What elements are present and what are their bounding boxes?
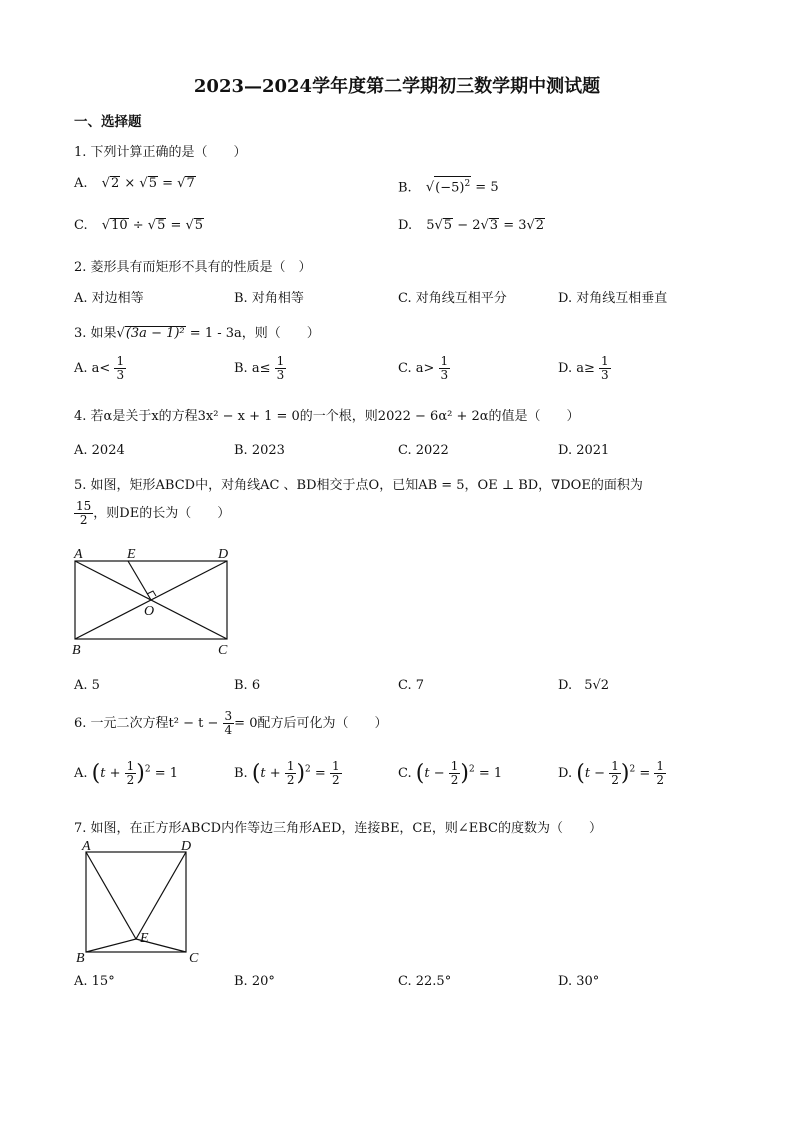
q3-c-fraction: $\frac{1}{3}$ <box>440 354 449 382</box>
q1-option-c <box>74 218 204 233</box>
label-o: O <box>144 604 155 619</box>
q7-option-d: D. 30° <box>558 974 600 989</box>
q6-stem-fraction: $\frac{3}{4}$ <box>224 709 233 737</box>
q3-option-d <box>558 355 611 382</box>
section-heading: 一、选择题 <box>74 114 142 130</box>
rectangle-abcd-figure <box>68 544 238 660</box>
q1-d-label: D. <box>398 218 413 233</box>
q6-d-rhs: = <box>639 766 651 781</box>
q2-option-a: A. 对边相等 <box>74 291 144 306</box>
q6-option-a: A. (t + $\frac{1}{2}$ )$^2$ = 1 <box>74 759 179 787</box>
q6-d-inner: t − <box>584 766 606 781</box>
q6-a-label: A. <box>74 766 88 781</box>
square-outline <box>86 852 186 952</box>
q1-option-a <box>74 176 196 191</box>
q3-c-label: C. a> <box>398 361 435 376</box>
q6-c-label: C. <box>398 766 412 781</box>
q6-prefix: 6. 一元二次方程t² − t − <box>74 716 219 731</box>
q1-b-expr: $√(-5)^2 = 5$ <box>426 180 499 195</box>
label-e: E <box>140 931 149 946</box>
q6-b-label: B. <box>234 766 248 781</box>
q4-option-d: D. 2021 <box>558 443 610 458</box>
q3-d-fraction: $\frac{1}{3}$ <box>601 354 609 382</box>
q6-b-rhs: = <box>314 766 326 781</box>
q5-option-a: A. 5 <box>74 678 100 693</box>
question-7-stem: 7. 如图，在正方形ABCD内作等边三角形AED，连接BE，CE，则∠EBC的度数为（ ） <box>74 821 602 836</box>
question-3-stem: 3. 如果√(3a − 1)² = 1 - 3a，则（ ） <box>74 326 320 341</box>
q3-option-c <box>398 355 450 382</box>
q2-option-d: D. 对角线互相垂直 <box>558 291 668 306</box>
label-d: D <box>181 840 192 854</box>
q3-a-label: A. a< <box>74 361 111 376</box>
q5-stem2: ，则DE的长为（ ） <box>93 506 231 521</box>
q1-d-expr: 5√5 − 2√3 = 3√2 <box>426 218 545 233</box>
q6-option-b: B. (t + $\frac{1}{2}$ )$^2$ = $\frac{1}{2}$ <box>234 759 340 787</box>
page-title: 2023—2024学年度第二学期初三数学期中测试题 <box>193 76 601 97</box>
q1-b-label: B. <box>398 180 412 196</box>
q3-d-label: D. a≥ <box>558 361 595 376</box>
q1-option-b <box>398 176 499 195</box>
label-c: C <box>189 951 199 966</box>
q1-a-expr: √2 × √5 = √7 <box>101 176 195 191</box>
segment-de <box>136 852 186 939</box>
q4-option-a: A. 2024 <box>74 443 125 458</box>
q3-radicand: (3a − 1)² <box>125 326 185 341</box>
q3-b-label: B. a≤ <box>234 361 271 376</box>
q5-area-fraction: $\frac{15}{2}$ <box>76 499 92 527</box>
label-d: D <box>218 547 229 562</box>
q1-option-d <box>398 218 545 233</box>
q1-c-label: C. <box>74 218 88 233</box>
question-6-stem <box>74 710 387 737</box>
q3-a-fraction: $\frac{1}{3}$ <box>116 354 125 382</box>
question-1-stem: 1. 下列计算正确的是（ ） <box>74 145 247 160</box>
q6-a-inner: t + <box>100 766 121 781</box>
q5-d-label: D. <box>558 678 573 693</box>
q6-suffix: = 0配方后可化为（ ） <box>234 716 388 731</box>
q5-option-d <box>558 678 609 693</box>
q7-option-b: B. 20° <box>234 974 275 989</box>
q6-option-c: C. (t − $\frac{1}{2}$ )$^2$ = 1 <box>398 759 503 787</box>
q3-option-b <box>234 355 286 382</box>
q5-option-b: B. 6 <box>234 678 261 693</box>
label-c: C <box>218 643 228 658</box>
q6-a-rhs: = 1 <box>154 766 179 781</box>
q3-b-fraction: $\frac{1}{3}$ <box>276 354 285 382</box>
question-4-stem: 4. 若α是关于x的方程3x² − x + 1 = 0的一个根，则2022 − 6α² + 2α的值是（ ） <box>74 409 580 424</box>
q1-c-expr: √10 ÷ √5 = √5 <box>101 218 204 233</box>
q4-option-c: C. 2022 <box>398 443 449 458</box>
q1-a-label: A. <box>74 176 88 191</box>
question-2-stem: 2. 菱形具有而矩形不具有的性质是（ ） <box>74 260 312 275</box>
label-e: E <box>127 547 136 562</box>
q4-option-b: B. 2023 <box>234 443 285 458</box>
q5-d-value: 5√2 <box>584 678 610 693</box>
segment-ae <box>86 852 136 939</box>
question-5-stem-line2 <box>74 500 230 527</box>
q2-option-b: B. 对角相等 <box>234 291 304 306</box>
label-a: A <box>82 840 91 854</box>
label-b: B <box>76 951 85 966</box>
q6-c-inner: t − <box>424 766 445 781</box>
label-a: A <box>74 547 83 562</box>
q7-option-a: A. 15° <box>74 974 115 989</box>
label-b: B <box>72 643 81 658</box>
q5-option-c: C. 7 <box>398 678 425 693</box>
segment-be <box>86 939 136 952</box>
question-5-stem: 5. 如图，矩形ABCD中，对角线AC 、BD相交于点O，已知AB = 5，OE ⊥ BD，∇DOE的面积为 <box>74 478 643 493</box>
square-abcd-figure <box>76 840 206 968</box>
q3-option-a <box>74 355 126 382</box>
q3-suffix: = 1 - 3a，则（ ） <box>189 326 320 341</box>
q2-option-c: C. 对角线互相平分 <box>398 291 507 306</box>
q6-c-rhs: = 1 <box>478 766 503 781</box>
q6-d-label: D. <box>558 766 573 781</box>
q6-b-inner: t + <box>260 766 281 781</box>
q3-prefix: 3. 如果 <box>74 326 117 341</box>
q7-option-c: C. 22.5° <box>398 974 452 989</box>
q6-option-d: D. (t − $\frac{1}{2}$ )$^2$ = $\frac{1}{2}$ <box>558 759 665 787</box>
